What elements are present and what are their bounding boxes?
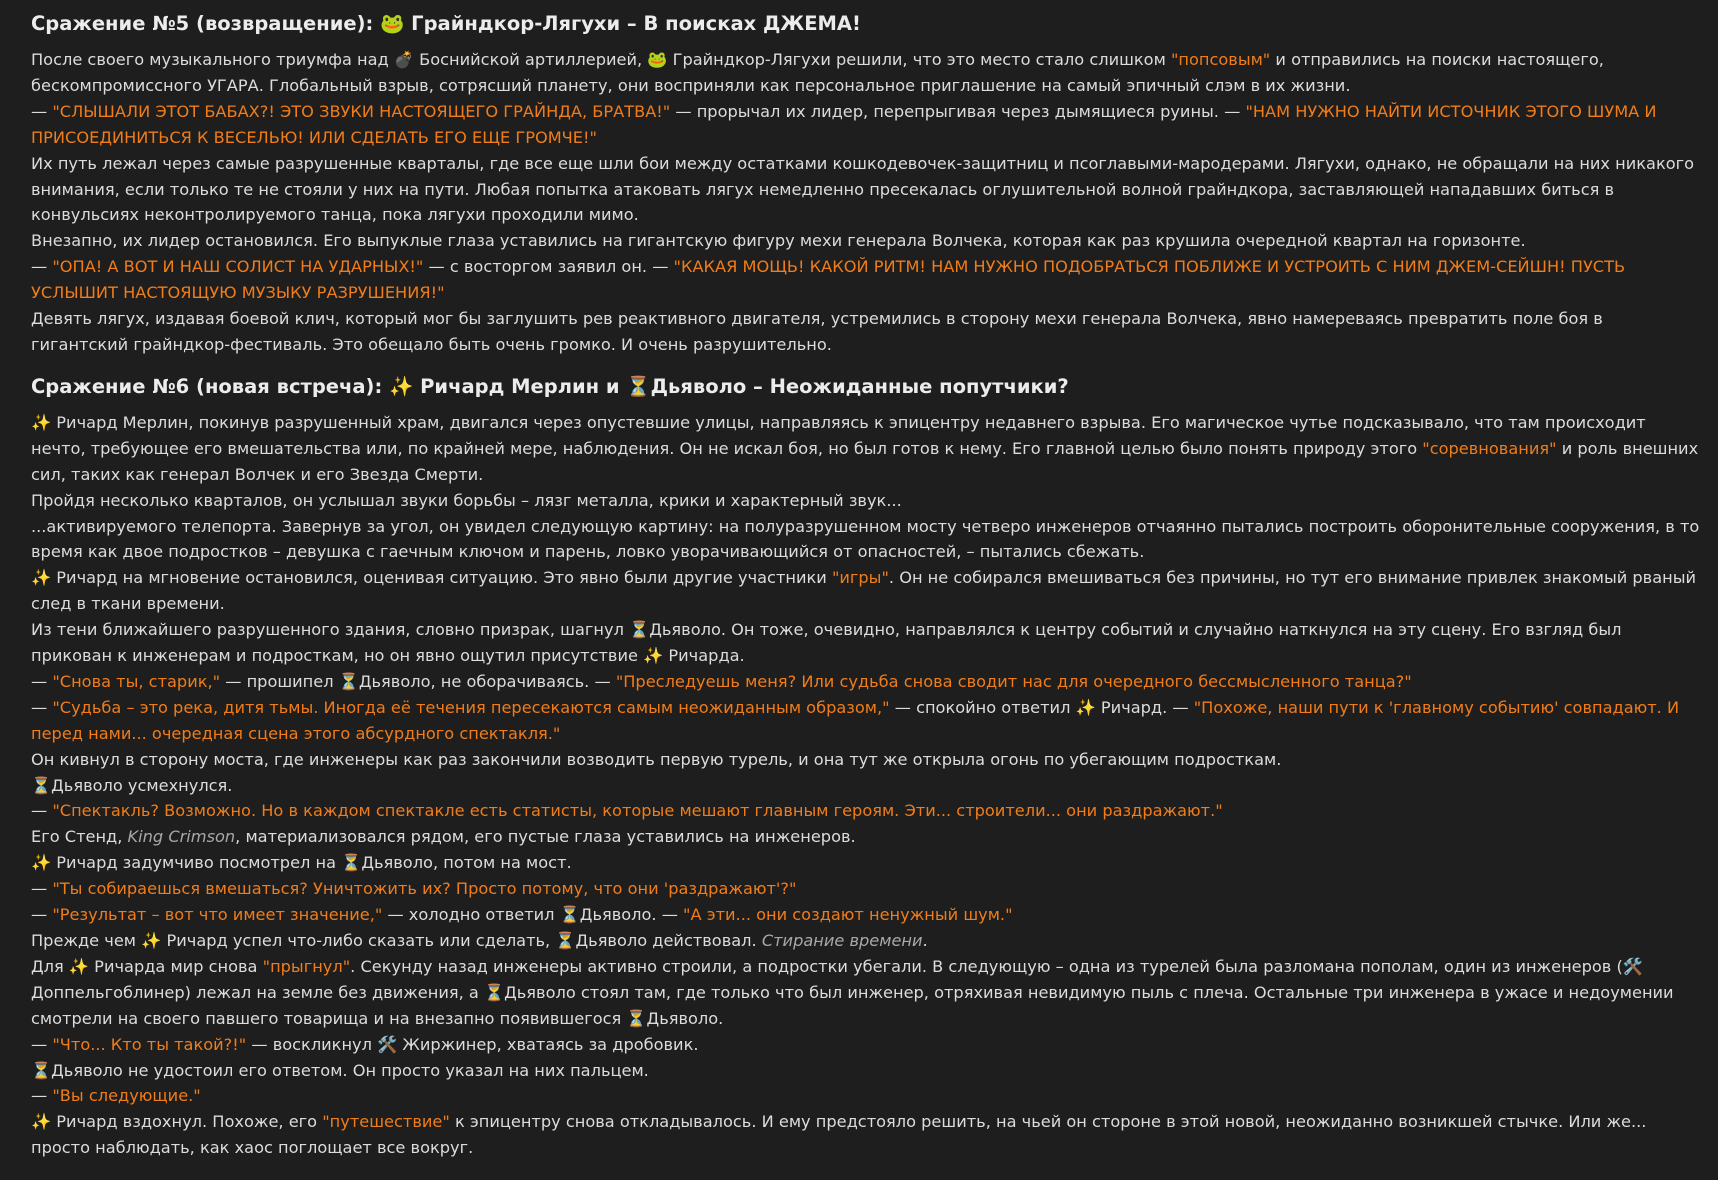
text-run: Девять лягух, издавая боевой клич, который мог бы заглушить рев реактивного двигателя, устремились в сторону мехи генерала Волчека, явно намереваясь превратить поле боя в гигантский грайндкор-фестиваль. Это обещало быть очень громко. И очень разрушительно. <box>31 309 1603 354</box>
paragraph <box>31 902 1702 928</box>
paragraph <box>31 488 1702 514</box>
text-run: ⏳Дьяволо не удостоил его ответом. Он просто указал на них пальцем. <box>31 1060 649 1080</box>
text-run: Их путь лежал через самые разрушенные кварталы, где все еще шли бои между остатками кошкодевочек-защитниц и псоглавыми-мародерами. Лягухи, однако, не обращали на них никакого внимания, если только те не стояли у них на пути. Любая попытка атаковать лягух немедленно пресекалась оглушительной волной грайндкора, заставляющей нападавших биться в конвульсиях неконтролируемого танца, пока лягухи проходили мимо. <box>31 153 1695 225</box>
text-run: После своего музыкального триумфа над 💣 Боснийской артиллерией, 🐸 Грайндкор-Лягухи решили, что это место стало слишком <box>31 50 1171 69</box>
quoted-text: "Судьба – это река, дитя тьмы. Иногда её течения пересекаются самым неожиданным образом," <box>52 697 890 717</box>
quoted-text: "СЛЫШАЛИ ЭТОТ БАБАХ?! ЭТО ЗВУКИ НАСТОЯЩЕГО ГРАЙНДА, БРАТВА!" <box>52 101 671 121</box>
text-run: — прошипел ⏳Дьяволо, не оборачиваясь. — <box>220 671 616 691</box>
text-run: Из тени ближайшего разрушенного здания, словно призрак, шагнул ⏳Дьяволо. Он тоже, очевидно, направлялся к центру событий и случайно наткнулся на эту сцену. Его взгляд был прикован к инженерам и подросткам, но он явно ощутил присутствие ✨ Ричарда. <box>31 620 1622 666</box>
quoted-text: "игры" <box>831 568 889 588</box>
text-run: и роль внешних сил, таких как генерал Волчек и его Звезда Смерти. <box>31 438 1699 484</box>
text-run: Он кивнул в сторону моста, где инженеры как раз закончили возводить первую турель, и она тут же открыла огонь по убегающим подросткам. <box>31 749 1282 769</box>
paragraph <box>31 669 1702 695</box>
text-run: ✨ Ричард вздохнул. Похоже, его <box>31 1112 323 1132</box>
paragraph <box>31 1083 1702 1109</box>
quoted-text: "Похоже, наши пути к 'главному событию' совпадают. И перед нами... очередная сцена этого абсурдного спектакля." <box>31 697 1680 743</box>
paragraph <box>31 565 1702 617</box>
paragraph <box>31 850 1702 876</box>
quoted-text: "Ты собираешься вмешаться? Уничтожить их? Просто потому, что они 'раздражают'?" <box>52 879 797 899</box>
quoted-text: "Снова ты, старик," <box>52 671 221 691</box>
text-run: — <box>31 879 53 899</box>
text-run: к эпицентру снова откладывалось. И ему предстояло решить, на чьей он стороне в этой новой, неожиданно возникшей стычке. Или же... просто наблюдать, как хаос поглощает все вокруг. <box>31 1112 1647 1158</box>
paragraph <box>31 695 1702 747</box>
text-run: Пройдя несколько кварталов, он услышал звуки борьбы – лязг металла, крики и характерный звук... <box>31 490 902 510</box>
text-run: — <box>31 801 53 821</box>
quoted-text: "Преследуешь меня? Или судьба снова сводит нас для очередного бессмысленного танца?" <box>615 671 1412 691</box>
paragraph <box>31 1109 1702 1161</box>
paragraph <box>31 876 1702 902</box>
quoted-text: "попсовым" <box>1170 50 1271 69</box>
emphasis-text: Стирание времени <box>761 931 923 950</box>
quoted-text: "путешествие" <box>322 1112 450 1132</box>
quoted-text: "НАМ НУЖНО НАЙТИ ИСТОЧНИК ЭТОГО ШУМА И ПРИСОЕДИНИТЬСЯ К ВЕСЕЛЬЮ! ИЛИ СДЕЛАТЬ ЕГО ЕЩЕ ГРОМЧЕ!" <box>31 101 1657 147</box>
paragraph <box>31 617 1702 669</box>
text-run: — с восторгом заявил он. — <box>423 257 674 277</box>
paragraph <box>31 151 1702 229</box>
paragraph <box>31 1058 1702 1084</box>
paragraph <box>31 1032 1702 1058</box>
quoted-text: "КАКАЯ МОЩЬ! КАКОЙ РИТМ! НАМ НУЖНО ПОДОБРАТЬСЯ ПОБЛИЖЕ И УСТРОИТЬ С НИМ ДЖЕМ-СЕЙШН! ПУСТЬ УСЛЫШИТ НАСТОЯЩУЮ МУЗЫКУ РАЗРУШЕНИЯ!" <box>31 257 1626 303</box>
quoted-text: "А эти... они создают ненужный шум." <box>683 905 1013 925</box>
text-run: ✨ Ричард задумчиво посмотрел на ⏳Дьяволо, потом на мост. <box>31 853 572 873</box>
paragraph <box>31 228 1702 254</box>
quoted-text: "соревнования" <box>1422 438 1557 458</box>
quoted-text: "Результат – вот что имеет значение," <box>52 905 383 925</box>
text-run: Внезапно, их лидер остановился. Его выпуклые глаза уставились на гигантскую фигуру мехи генерала Волчека, которая как раз крушила очередной квартал на горизонте. <box>31 231 1526 251</box>
quoted-text: "Что... Кто ты такой?!" <box>52 1034 247 1054</box>
text-run: — спокойно ответил ✨ Ричард. — <box>889 697 1194 717</box>
quoted-text: "прыгнул" <box>262 956 351 976</box>
paragraph <box>31 928 1702 954</box>
text-run: ...активируемого телепорта. Завернув за угол, он увидел следующую картину: на полуразрушенном мосту четверо инженеров отчаянно пытались построить оборонительные сооружения, в то время как двое подростков – девушка с гаечным ключом и парень, ловко уворачивающийся от опасностей, – пытались сбежать. <box>31 516 1700 562</box>
text-run: Прежде чем ✨ Ричард успел что-либо сказать или сделать, ⏳Дьяволо действовал. <box>31 931 762 950</box>
text-run: Для ✨ Ричарда мир снова <box>31 956 263 976</box>
quoted-text: "Спектакль? Возможно. Но в каждом спектакле есть статисты, которые мешают главным героям. Эти... строители... они раздражают." <box>52 801 1223 821</box>
text-run: — <box>31 1086 53 1106</box>
paragraph <box>31 954 1702 1032</box>
quoted-text: "ОПА! А ВОТ И НАШ СОЛИСТ НА УДАРНЫХ!" <box>52 257 424 277</box>
paragraph <box>31 99 1702 151</box>
text-run: — <box>31 257 53 277</box>
quoted-text: "Вы следующие." <box>52 1086 201 1106</box>
section-body-battle-6 <box>31 410 1702 1161</box>
text-run: — прорычал их лидер, перепрыгивая через дымящиеся руины. — <box>670 101 1246 121</box>
text-run: ✨ Ричард на мгновение остановился, оценивая ситуацию. Это явно были другие участники <box>31 568 832 588</box>
text-run: . Он не собирался вмешиваться без причины, но тут его внимание привлек знакомый рваный след в ткани времени. <box>31 568 1697 614</box>
text-run: — <box>31 671 53 691</box>
emphasis-text: King Crimson <box>127 827 236 847</box>
paragraph <box>31 254 1702 306</box>
paragraph <box>31 47 1702 99</box>
text-run: — <box>31 101 53 121</box>
text-run: и отправились на поиски настоящего, бескомпромиссного УГАРА. Глобальный взрыв, сотрясший планету, они восприняли как персональное приглашение на самый эпичный слэм в их жизни. <box>31 50 1604 95</box>
text-run: Его Стенд, <box>31 827 128 847</box>
paragraph <box>31 773 1702 799</box>
text-run: — <box>31 905 53 925</box>
text-run: ✨ Ричард Мерлин, покинув разрушенный храм, двигался через опустевшие улицы, направляясь к эпицентру недавнего взрыва. Его магическое чутье подсказывало, что там происходит нечто, требующее его вмешательства или, по крайней мере, наблюдения. Он не искал боя, но был готов к нему. Его главной целью было понять природу этого <box>31 412 1646 458</box>
paragraph <box>31 824 1702 850</box>
text-run: , материализовался рядом, его пустые глаза уставились на инженеров. <box>235 827 856 847</box>
text-run: . Секунду назад инженеры активно строили, а подростки убегали. В следующую – одна из турелей была разломана пополам, один из инженеров (🛠️ Доппельгоблинер) лежал на земле без движения, а ⏳Дьяволо стоял там, где только что был инженер, отряхивая невидимую пыль с плеча. Остальные три инженера в ужасе и недоумении смотрели на своего павшего товарища и на внезапно появившегося ⏳Дьяволо. <box>31 956 1674 1028</box>
text-run: ⏳Дьяволо усмехнулся. <box>31 775 233 795</box>
paragraph <box>31 306 1702 358</box>
section-title-battle-6: Сражение №6 (новая встреча): ✨ Ричард Мерлин и ⏳Дьяволо – Неожиданные попутчики? <box>31 374 1069 398</box>
section-body-battle-5 <box>31 47 1702 358</box>
text-run: — <box>31 1034 53 1054</box>
paragraph <box>31 514 1702 566</box>
text-run: — холодно ответил ⏳Дьяволо. — <box>382 905 684 925</box>
paragraph <box>31 410 1702 488</box>
text-run: — воскликнул 🛠️ Жиржинер, хватаясь за дробовик. <box>246 1034 699 1054</box>
paragraph <box>31 747 1702 773</box>
paragraph <box>31 798 1702 824</box>
text-run: . <box>922 931 928 950</box>
text-run: — <box>31 697 53 717</box>
section-title-battle-5: Сражение №5 (возвращение): 🐸 Грайндкор-Лягухи – В поисках ДЖЕМА! <box>31 12 861 35</box>
